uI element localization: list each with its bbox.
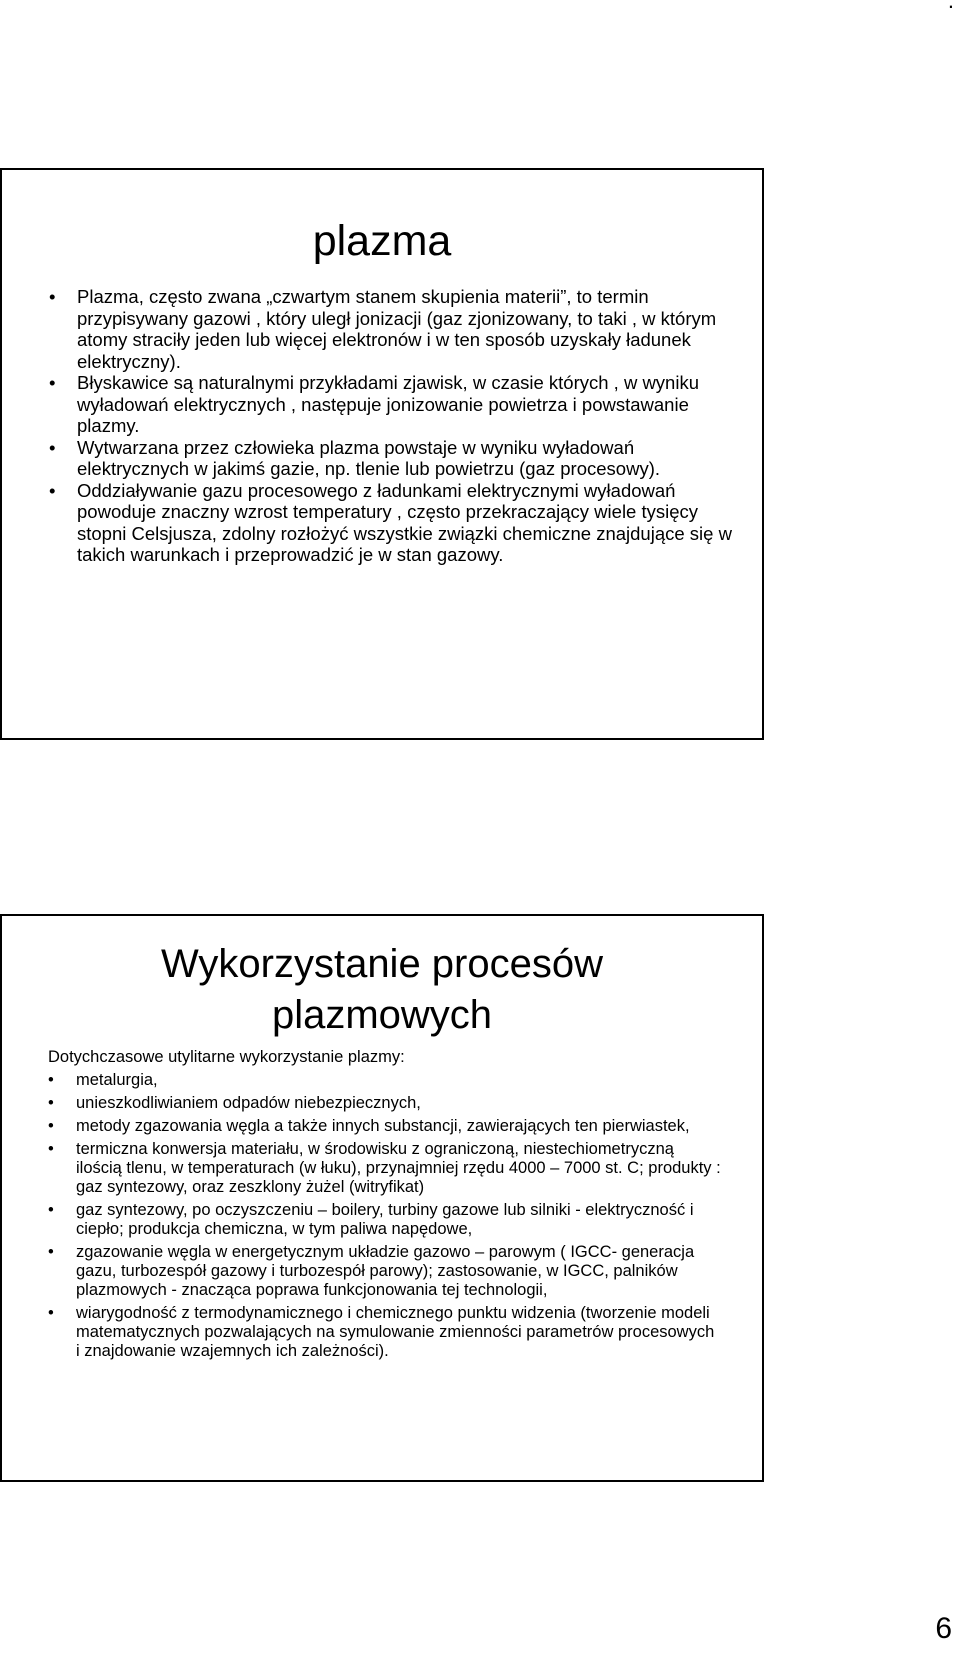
slide-title: Wykorzystanie procesów plazmowych (160, 942, 603, 1037)
bullet-item: • unieszkodliwianiem odpadów niebezpiecznych, (76, 1094, 722, 1113)
slide-title: plazma (312, 217, 452, 265)
bullet-item: • metalurgia, (76, 1071, 722, 1090)
bullet-item: • zgazowanie węgla w energetycznym układzie gazowo – parowym ( IGCC- generacja gazu, turbozespół gazowy i turbozespół parowy); zastosowanie, w IGCC, palników plazmowych - znacząca poprawa funkcjonowania tej technologii, (76, 1243, 722, 1300)
page-number: 6 (935, 1612, 952, 1645)
slide-wykorzystanie (0, 914, 764, 1482)
bullet-item: • Plazma, często zwana „czwartym stanem skupienia materii”, to termin przypisywany gazowi , który uległ jonizacji (gaz zjonizowany, to taki , w którym atomy straciły jeden lub więcej elektronów i w ten sposób uzyskały ładunek elektryczny). (77, 286, 738, 372)
bullet-item: • termiczna konwersja materiału, w środowisku z ograniczoną, niestechiometryczną ilością tlenu, w temperaturach (w łuku), przynajmniej rzędu 4000 – 7000 st. C; produkty : gaz syntezowy, oraz zeszklony żużel (witryfikat) (76, 1140, 722, 1197)
bullet-list (76, 1071, 722, 1361)
bullet-item: • metody zgazowania węgla a także innych substancji, zawierających ten pierwiastek, (76, 1117, 722, 1136)
bullet-item: • Oddziaływanie gazu procesowego z ładunkami elektrycznymi wyładowań powoduje znaczny wzrost temperatury , często przekraczający wiele tysięcy stopni Celsjusza, zdolny rozłożyć wszystkie związki chemiczne znajdujące się w takich warunkach i przeprowadzić je w stan gazowy. (77, 480, 738, 566)
bullet-item: • wiarygodność z termodynamicznego i chemicznego punktu widzenia (tworzenie modeli matematycznych pozwalających na symulowanie zmienności parametrów procesowych i znajdowanie wzajemnych ich zależności). (76, 1304, 722, 1361)
bullet-item: • Wytwarzana przez człowieka plazma powstaje w wyniku wyładowań elektrycznych w jakimś gazie, np. tlenie lub powietrzu (gaz procesowy). (77, 437, 738, 480)
bullet-item: • gaz syntezowy, po oczyszczeniu – boilery, turbiny gazowe lub silniki - elektryczność i ciepło; produkcja chemiczna, w tym paliwa napędowe, (76, 1201, 722, 1239)
bullet-item: • Błyskawice są naturalnymi przykładami zjawisk, w czasie których , w wyniku wyładowań elektrycznych , następuje jonizowanie powietrza i powstawanie plazmy. (77, 372, 738, 437)
intro-text: Dotychczasowe utylitarne wykorzystanie plazmy: (48, 1048, 405, 1066)
bullet-list (77, 286, 738, 566)
slide-plazma (0, 168, 764, 740)
corner-mark: . (947, 0, 954, 13)
